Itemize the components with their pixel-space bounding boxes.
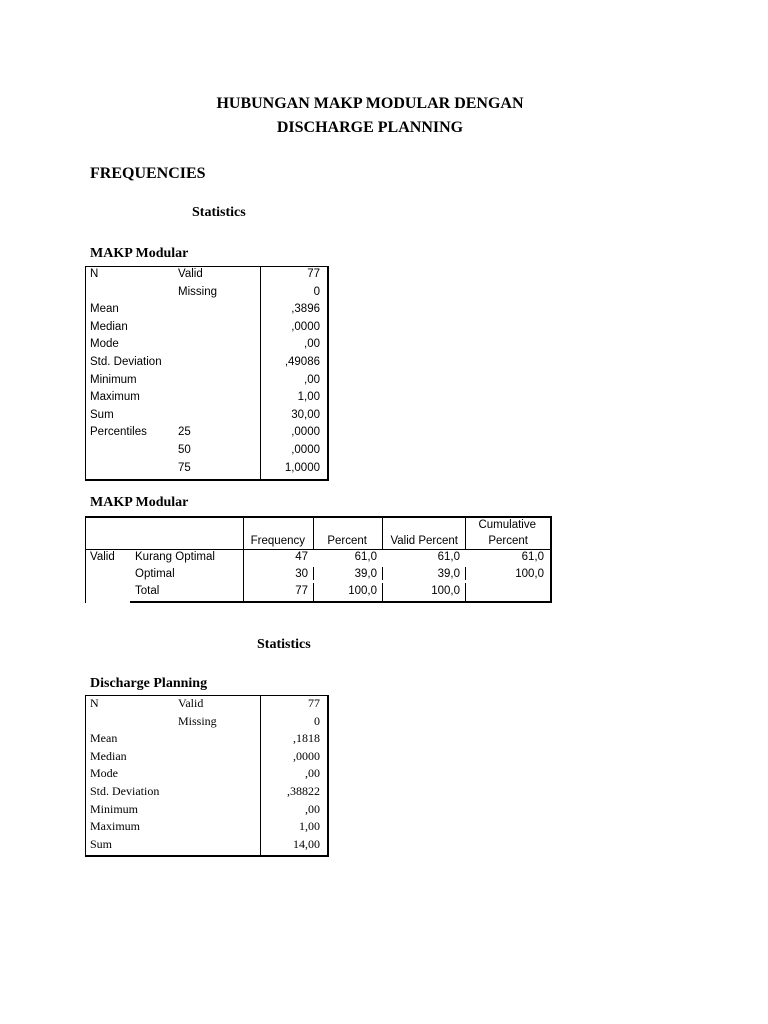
stats2-row-value: ,00 (305, 766, 320, 781)
freq1-border-left (85, 516, 86, 603)
stats2-caption: Statistics (257, 637, 311, 652)
stats1-border-right (327, 266, 329, 481)
stats1-row-value: 77 (307, 268, 320, 280)
freq1-frequency: 47 (295, 551, 308, 563)
freq1-percent: 61,0 (354, 551, 377, 563)
stats1-row-value: 1,0000 (284, 461, 320, 474)
freq1-border-right (550, 516, 552, 603)
stats2-row-label: Std. Deviation (90, 784, 160, 798)
stats2-variable-name: Discharge Planning (90, 676, 208, 691)
group-label-valid: Valid (90, 551, 115, 563)
stats2-row-value: ,00 (305, 801, 320, 816)
stats1-value-divider (260, 266, 261, 479)
stats2-row-value: 0 (314, 713, 320, 728)
stats1-row-label: Mean (90, 303, 119, 316)
stats2-row-sublabel: Missing (178, 713, 217, 728)
document-title-line-1: HUBUNGAN MAKP MODULAR DENGAN (216, 95, 524, 112)
stats2-border-bottom (85, 855, 328, 857)
freq1-percent: 39,0 (354, 568, 377, 580)
stats2-row-label: N (90, 696, 99, 710)
header-valid-percent: Valid Percent (390, 535, 458, 547)
stats1-row-value: ,00 (304, 338, 320, 351)
freq1-cumulative: 61,0 (521, 551, 544, 563)
stats2-row-value: ,0000 (293, 748, 320, 763)
stats1-row-value: 1,00 (297, 391, 320, 404)
stats2-row-label: Mode (90, 766, 118, 781)
document-title-line-2: DISCHARGE PLANNING (276, 119, 464, 136)
freq1-header-divider (382, 516, 383, 549)
stats1-row-value: ,0000 (291, 426, 320, 439)
stats2-row-label: Sum (90, 836, 113, 851)
stats1-row-sublabel: Valid (178, 268, 203, 280)
stats1-row-label: Percentiles (90, 426, 147, 439)
stats1-row-value: 0 (313, 285, 320, 298)
freq1-caption: MAKP Modular (90, 495, 189, 510)
header-percent: Percent (327, 535, 367, 547)
freq1-header-divider (465, 516, 466, 549)
header-cumulative-line1: Cumulative (478, 519, 536, 531)
stats1-row-value: ,49086 (284, 356, 320, 368)
stats2-border-left (85, 695, 86, 855)
stats2-row-label: Median (90, 748, 127, 763)
freq1-cumulative: 100,0 (515, 568, 544, 580)
freq1-header-divider (313, 516, 314, 549)
stats2-row-value: ,38822 (287, 784, 320, 798)
stats1-row-value: ,0000 (291, 444, 320, 456)
freq1-valid-percent: 100,0 (431, 585, 460, 597)
freq1-frequency: 77 (295, 585, 308, 597)
stats1-row-value: ,00 (304, 373, 320, 386)
stats2-row-value: ,1818 (293, 731, 320, 746)
freq1-frequency: 30 (295, 568, 308, 580)
stats1-row-label: Median (90, 320, 128, 333)
stats1-row-label: Std. Deviation (90, 356, 162, 368)
header-cumulative-line2: Percent (488, 535, 528, 547)
stats1-row-value: ,0000 (291, 320, 320, 333)
freq1-row-label: Total (135, 585, 160, 597)
freq1-border-top (85, 516, 551, 518)
stats1-row-label: N (90, 268, 99, 280)
stats1-row-sublabel: 75 (178, 461, 191, 474)
stats1-row-label: Minimum (90, 373, 137, 386)
stats1-border-bottom (85, 479, 328, 481)
stats1-row-value: ,3896 (291, 303, 320, 316)
freq1-valid-percent: 39,0 (437, 568, 460, 580)
freq1-percent: 100,0 (348, 585, 377, 597)
freq1-row-label: Kurang Optimal (135, 551, 215, 563)
stats1-variable-name: MAKP Modular (90, 246, 189, 261)
stats1-row-label: Sum (90, 408, 114, 421)
stats2-value-divider (260, 695, 261, 855)
stats2-row-sublabel: Valid (178, 696, 204, 710)
stats1-caption: Statistics (192, 205, 246, 220)
stats2-row-value: 14,00 (293, 836, 320, 851)
stats2-row-value: 77 (308, 696, 320, 710)
freq1-total-divider (465, 583, 466, 601)
section-heading: FREQUENCIES (90, 165, 206, 182)
stats2-row-label: Minimum (90, 801, 139, 816)
freq1-valid-percent: 61,0 (437, 551, 460, 563)
stats1-row-value: 30,00 (291, 408, 320, 421)
stats1-row-label: Maximum (90, 391, 140, 404)
stats1-border-left (85, 266, 86, 479)
stats2-row-value: 1,00 (299, 819, 320, 834)
freq1-border-bottom (130, 601, 551, 603)
stats1-row-label: Mode (90, 338, 119, 351)
stats2-row-label: Maximum (90, 819, 140, 834)
stats1-row-sublabel: 50 (178, 444, 191, 456)
stats1-row-sublabel: 25 (178, 426, 191, 439)
stats2-row-label: Mean (90, 731, 118, 746)
stats1-row-sublabel: Missing (178, 285, 217, 298)
header-frequency: Frequency (250, 535, 305, 547)
freq1-row-label: Optimal (135, 568, 175, 580)
stats2-border-right (327, 695, 329, 857)
